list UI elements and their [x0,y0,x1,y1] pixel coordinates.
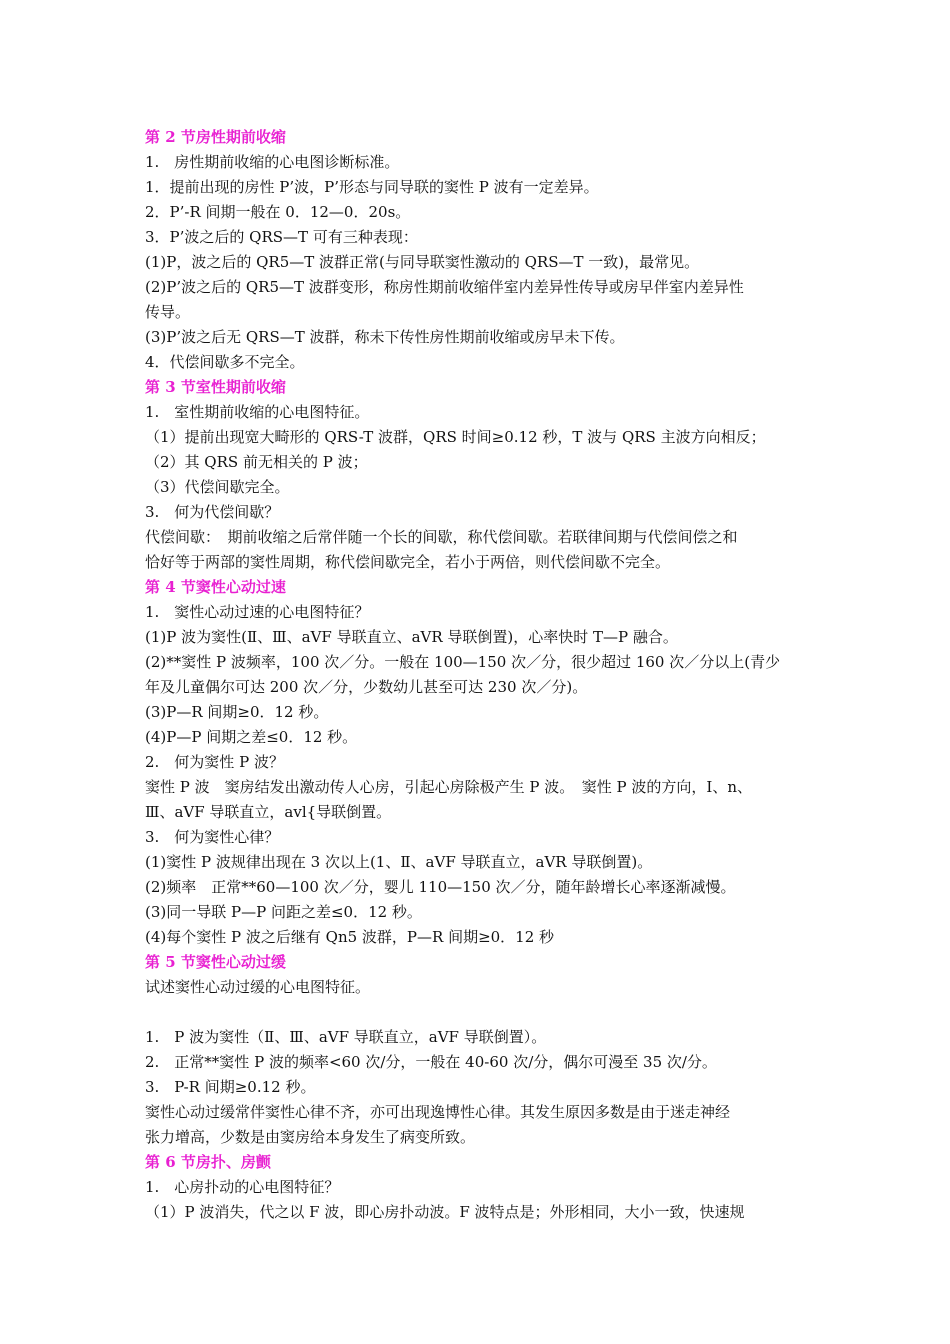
text-line: (3)同一导联 P—P 问距之差≤0．12 秒。 [145,903,422,921]
section-heading: 第 2 节房性期前收缩 [145,128,286,146]
text-line: 4．代偿间歇多不完全。 [145,353,305,371]
text-line: 1．提前出现的房性 P’波，P’形态与同导联的窦性 P 波有一定差异。 [145,178,599,196]
text-line: 窦性 P 波 窦房结发出激动传人心房，引起心房除极产生 P 波。 窦性 P 波的方向，I、n、 [145,778,752,796]
section-heading: 第 3 节室性期前收缩 [145,378,286,396]
text-line: （2）其 QRS 前无相关的 P 波； [145,453,368,471]
text-line: (4)每个窦性 P 波之后继有 Qn5 波群，P—R 间期≥0．12 秒 [145,928,555,946]
text-line: (1)P，波之后的 QR5—T 波群正常(与同导联窦性激动的 QRS—T 一致)，最常见。 [145,253,700,271]
text-line: （1）提前出现宽大畸形的 QRS-T 波群，QRS 时间≥0.12 秒，T 波与 QRS 主波方向相反； [145,428,766,446]
text-line: 3. 何为代偿间歇？ [145,503,280,521]
text-line: 试述窦性心动过缓的心电图特征。 [145,978,371,996]
text-line: (1)P 波为窦性(Ⅱ、Ⅲ、aVF 导联直立、aVR 导联倒置)，心率快时 T—P 融合。 [145,628,678,646]
section-heading: 第 6 节房扑、房颤 [145,1153,271,1171]
text-line: 恰好等于两部的窦性周期，称代偿间歇完全，若小于两倍，则代偿间歇不完全。 [145,553,671,571]
text-line: 2．P’-R 间期一般在 0．12—0．20s。 [145,203,411,221]
text-line: (2)频率 正常**60—100 次／分，婴儿 110—150 次／分，随年龄增长心率逐渐减慢。 [145,878,736,896]
text-line: (2)**窦性 P 波频率，100 次／分。一般在 100—150 次／分，很少超过 160 次／分以上(青少 [145,653,781,671]
text-line: 3. 何为窦性心律？ [145,828,280,846]
text-line: Ⅲ、aVF 导联直立，avl{导联倒置。 [145,803,392,821]
text-line: 1. 房性期前收缩的心电图诊断标准。 [145,153,400,171]
text-line: (1)窦性 P 波规律出现在 3 次以上(1、Ⅱ、aVF 导联直立，aVR 导联倒置)。 [145,853,653,871]
text-line: (4)P—P 间期之差≤0．12 秒。 [145,728,358,746]
text-line: 张力增高，少数是由窦房给本身发生了病变所致。 [145,1128,476,1146]
text-line: (3)P’波之后无 QRS—T 波群，称未下传性房性期前收缩或房早未下传。 [145,328,625,346]
text-line: 代偿间歇： 期前收缩之后常伴随一个长的间歇，称代偿间歇。若联律间期与代偿间偿之和 [145,528,738,546]
text-line: 2. 何为窦性 P 波？ [145,753,284,771]
text-line: （3）代偿间歇完全。 [145,478,290,496]
section-heading: 第 5 节窦性心动过缓 [145,953,286,971]
text-line: 1. 心房扑动的心电图特征？ [145,1178,340,1196]
text-line: 传导。 [145,303,191,321]
text-line: 3．P’波之后的 QRS—T 可有三种表现： [145,228,418,246]
text-line: (3)P—R 间期≥0．12 秒。 [145,703,329,721]
text-line: 3. P-R 间期≥0.12 秒。 [145,1078,316,1096]
text-line: 窦性心动过缓常伴窦性心律不齐，亦可出现逸博性心律。其发生原因多数是由于迷走神经 [145,1103,731,1121]
text-line: 1. 室性期前收缩的心电图特征。 [145,403,370,421]
blank-line [145,1000,810,1025]
text-line: 年及儿童偶尔可达 200 次／分，少数幼儿甚至可达 230 次／分)。 [145,678,588,696]
text-line: 2. 正常**窦性 P 波的频率<60 次/分，一般在 40-60 次/分，偶尔可漫至 35 次/分。 [145,1053,717,1071]
section-heading: 第 4 节窦性心动过速 [145,578,286,596]
text-line: 1. 窦性心动过速的心电图特征？ [145,603,370,621]
text-line: (2)P’波之后的 QR5—T 波群变形，称房性期前收缩伴室内差异性传导或房早伴室内差异性 [145,278,744,296]
text-line: （1）P 波消失，代之以 F 波，即心房扑动波。F 波特点是；外形相同，大小一致，快速规 [145,1203,745,1221]
text-line: 1. P 波为窦性（Ⅱ、Ⅲ、aVF 导联直立，aVF 导联倒置）。 [145,1028,547,1046]
document-page [145,125,810,1225]
